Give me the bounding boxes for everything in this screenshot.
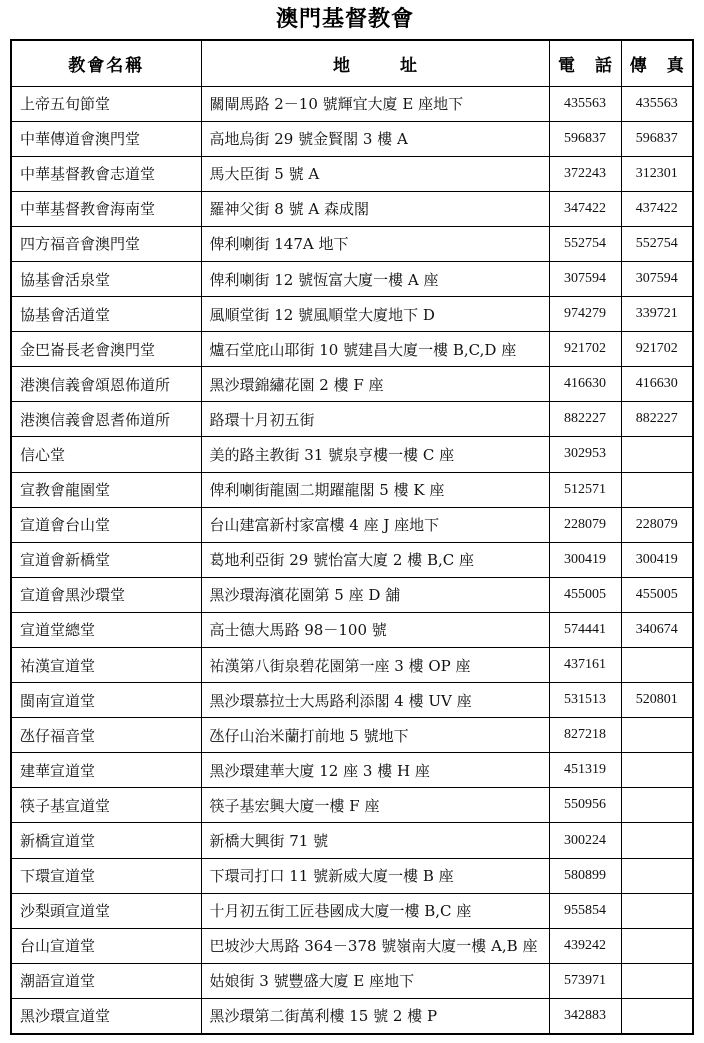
church-fax [621, 753, 693, 788]
church-fax [621, 823, 693, 858]
church-phone: 347422 [549, 191, 621, 226]
church-address: 下環司打口 11 號新威大廈一樓 B 座 [201, 858, 549, 893]
church-address: 俾利喇街 12 號恆富大廈一樓 A 座 [201, 261, 549, 296]
table-header [11, 40, 693, 86]
church-phone: 372243 [549, 156, 621, 191]
table-row [11, 472, 693, 507]
table-row [11, 226, 693, 261]
church-address: 氹仔山治米蘭打前地 5 號地下 [201, 718, 549, 753]
church-fax: 552754 [621, 226, 693, 261]
church-address: 祐漢第八街泉碧花園第一座 3 樓 OP 座 [201, 648, 549, 683]
table-row [11, 893, 693, 928]
church-name: 宣道堂總堂 [11, 612, 201, 647]
church-phone: 531513 [549, 683, 621, 718]
table-row [11, 788, 693, 823]
church-name: 新橋宣道堂 [11, 823, 201, 858]
church-name: 四方福音會澳門堂 [11, 226, 201, 261]
church-fax [621, 788, 693, 823]
church-phone: 437161 [549, 648, 621, 683]
church-phone: 455005 [549, 577, 621, 612]
table-row [11, 402, 693, 437]
church-phone: 921702 [549, 332, 621, 367]
church-phone: 439242 [549, 928, 621, 963]
church-name: 金巴崙長老會澳門堂 [11, 332, 201, 367]
church-address: 黑沙環錦繡花園 2 樓 F 座 [201, 367, 549, 402]
table-row [11, 998, 693, 1033]
church-name: 宣道會黑沙環堂 [11, 577, 201, 612]
table-row [11, 858, 693, 893]
church-name: 筷子基宣道堂 [11, 788, 201, 823]
church-name: 黑沙環宣道堂 [11, 998, 201, 1033]
church-name: 沙梨頭宣道堂 [11, 893, 201, 928]
church-address: 黑沙環慕拉士大馬路利添閣 4 樓 UV 座 [201, 683, 549, 718]
church-name: 宣道會新橋堂 [11, 542, 201, 577]
church-name: 氹仔福音堂 [11, 718, 201, 753]
church-fax [621, 963, 693, 998]
church-address: 爐石堂庇山耶街 10 號建昌大廈一樓 B,C,D 座 [201, 332, 549, 367]
church-fax: 307594 [621, 261, 693, 296]
church-phone: 307594 [549, 261, 621, 296]
church-phone: 342883 [549, 998, 621, 1033]
church-phone: 300419 [549, 542, 621, 577]
church-directory-table [10, 39, 694, 1035]
church-fax [621, 998, 693, 1033]
church-name: 港澳信義會恩耆佈道所 [11, 402, 201, 437]
church-fax: 882227 [621, 402, 693, 437]
church-fax: 339721 [621, 297, 693, 332]
church-name: 下環宣道堂 [11, 858, 201, 893]
church-address: 台山建富新村家富樓 4 座 J 座地下 [201, 507, 549, 542]
church-address: 筷子基宏興大廈一樓 F 座 [201, 788, 549, 823]
header-address: 地 址 [201, 40, 549, 86]
church-address: 高士德大馬路 98－100 號 [201, 612, 549, 647]
church-fax: 300419 [621, 542, 693, 577]
table-row [11, 928, 693, 963]
table-row [11, 718, 693, 753]
church-address: 葛地利亞街 29 號怡富大廈 2 樓 B,C 座 [201, 542, 549, 577]
church-fax: 520801 [621, 683, 693, 718]
church-address: 新橋大興街 71 號 [201, 823, 549, 858]
table-row [11, 261, 693, 296]
table-row [11, 542, 693, 577]
church-fax: 596837 [621, 121, 693, 156]
church-fax [621, 858, 693, 893]
church-fax: 416630 [621, 367, 693, 402]
page-title: 澳門基督教會 [275, 6, 414, 32]
church-address: 高地烏街 29 號金賢閣 3 樓 A [201, 121, 549, 156]
church-fax: 312301 [621, 156, 693, 191]
church-address: 俾利喇街 147A 地下 [201, 226, 549, 261]
church-name: 協基會活泉堂 [11, 261, 201, 296]
church-phone: 512571 [549, 472, 621, 507]
church-address: 馬大臣街 5 號 A [201, 156, 549, 191]
church-fax: 435563 [621, 86, 693, 121]
table-row [11, 297, 693, 332]
church-phone: 574441 [549, 612, 621, 647]
table-row [11, 437, 693, 472]
table-row [11, 367, 693, 402]
church-name: 上帝五旬節堂 [11, 86, 201, 121]
church-phone: 573971 [549, 963, 621, 998]
church-address: 十月初五街工匠巷國成大廈一樓 B,C 座 [201, 893, 549, 928]
church-address: 姑娘街 3 號豐盛大廈 E 座地下 [201, 963, 549, 998]
church-phone: 955854 [549, 893, 621, 928]
church-phone: 416630 [549, 367, 621, 402]
church-phone: 580899 [549, 858, 621, 893]
church-fax [621, 472, 693, 507]
table-row [11, 332, 693, 367]
header-phone: 電 話 [549, 40, 621, 86]
table-row [11, 507, 693, 542]
header-row [11, 40, 693, 86]
church-name: 中華傳道會澳門堂 [11, 121, 201, 156]
table-row [11, 683, 693, 718]
church-name: 信心堂 [11, 437, 201, 472]
church-address: 關閘馬路 2－10 號輝宜大廈 E 座地下 [201, 86, 549, 121]
church-name: 閩南宣道堂 [11, 683, 201, 718]
table-row [11, 121, 693, 156]
church-fax [621, 437, 693, 472]
church-name: 港澳信義會頌恩佈道所 [11, 367, 201, 402]
header-fax: 傳 真 [621, 40, 693, 86]
table-row [11, 823, 693, 858]
church-phone: 451319 [549, 753, 621, 788]
table-row [11, 963, 693, 998]
church-phone: 550956 [549, 788, 621, 823]
church-name: 祐漢宣道堂 [11, 648, 201, 683]
church-name: 宣道會台山堂 [11, 507, 201, 542]
church-fax: 340674 [621, 612, 693, 647]
church-name: 台山宣道堂 [11, 928, 201, 963]
church-phone: 974279 [549, 297, 621, 332]
church-name: 協基會活道堂 [11, 297, 201, 332]
church-name: 中華基督教會志道堂 [11, 156, 201, 191]
table-row [11, 612, 693, 647]
church-address: 黑沙環建華大廈 12 座 3 樓 H 座 [201, 753, 549, 788]
table-body [11, 86, 693, 1034]
church-address: 黑沙環第二街萬利樓 15 號 2 樓 P [201, 998, 549, 1033]
church-fax: 437422 [621, 191, 693, 226]
table-row [11, 648, 693, 683]
church-fax [621, 893, 693, 928]
church-name: 建華宣道堂 [11, 753, 201, 788]
table-row [11, 577, 693, 612]
church-address: 羅神父街 8 號 A 森成閣 [201, 191, 549, 226]
church-phone: 302953 [549, 437, 621, 472]
church-phone: 552754 [549, 226, 621, 261]
table-row [11, 86, 693, 121]
church-address: 路環十月初五街 [201, 402, 549, 437]
church-fax [621, 648, 693, 683]
church-address: 黑沙環海濱花園第 5 座 D 舖 [201, 577, 549, 612]
church-phone: 596837 [549, 121, 621, 156]
church-fax: 921702 [621, 332, 693, 367]
church-name: 潮語宣道堂 [11, 963, 201, 998]
church-phone: 300224 [549, 823, 621, 858]
church-phone: 882227 [549, 402, 621, 437]
church-address: 美的路主教街 31 號泉亨樓一樓 C 座 [201, 437, 549, 472]
church-fax: 455005 [621, 577, 693, 612]
church-phone: 827218 [549, 718, 621, 753]
church-fax [621, 718, 693, 753]
church-address: 俾利喇街龍園二期躍龍閣 5 樓 K 座 [201, 472, 549, 507]
church-phone: 228079 [549, 507, 621, 542]
table-row [11, 156, 693, 191]
table-row [11, 753, 693, 788]
table-row [11, 191, 693, 226]
church-name: 中華基督教會海南堂 [11, 191, 201, 226]
church-phone: 435563 [549, 86, 621, 121]
church-name: 宣教會龍園堂 [11, 472, 201, 507]
church-fax: 228079 [621, 507, 693, 542]
church-address: 風順堂街 12 號風順堂大廈地下 D [201, 297, 549, 332]
header-church-name: 教會名稱 [11, 40, 201, 86]
church-address: 巴坡沙大馬路 364－378 號嶺南大廈一樓 A,B 座 [201, 928, 549, 963]
church-fax [621, 928, 693, 963]
